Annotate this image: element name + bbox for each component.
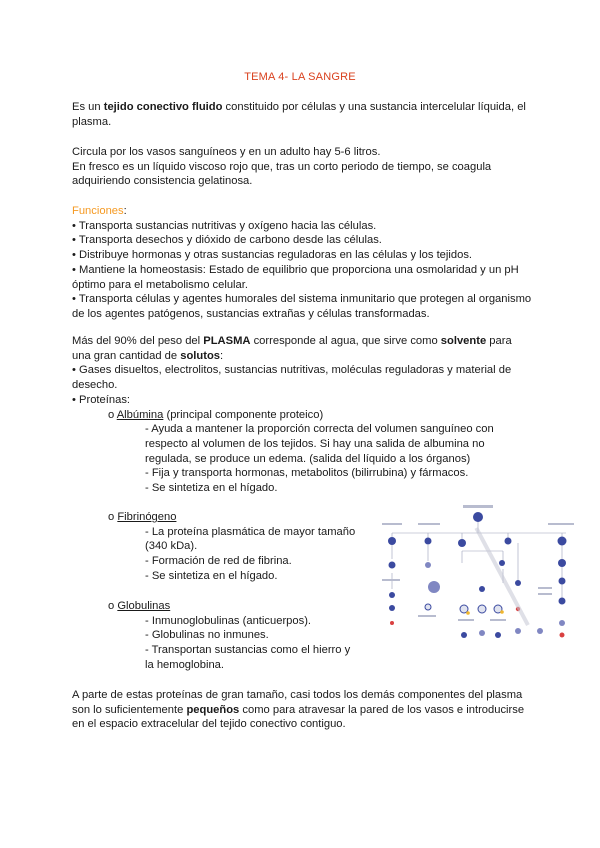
albumin-item: - Se sintetiza en el hígado.	[145, 482, 278, 495]
function-item: • Mantiene la homeostasis: Estado de equilibrio que proporciona una osmolaridad y un pH óptimo para el metabolismo celular.	[72, 263, 519, 291]
albumin-heading: o Albúmina (principal componente proteico)	[108, 408, 324, 421]
circulation-line: Circula por los vasos sanguíneos y en un adulto hay 5-6 litros.	[72, 146, 381, 158]
intro-bold: tejido conectivo fluido	[103, 101, 223, 113]
closing-paragraph: A parte de estas proteínas de gran tamaño, casi todos los demás componentes del plasma son lo suficientemente pequeños como para atravesar la pared de los vasos e introducirse en el espacio extracelular del tejido conectivo contiguo.	[72, 689, 525, 731]
globulins-item: - Transportan sustancias como el hierro y la hemoglobina.	[145, 644, 351, 671]
globulins-item: - Inmunoglobulinas (anticuerpos).	[145, 614, 312, 627]
plasma-section	[72, 334, 532, 496]
fibrinogen-heading: o Fibrinógeno	[108, 511, 177, 523]
function-item: • Transporta sustancias nutritivas y oxígeno hacia las células.	[72, 219, 377, 232]
closing-bold: pequeños	[186, 703, 240, 716]
plasma-paragraph: Más del 90% del peso del PLASMA corresponde al agua, que sirve como solvente para una gran cantidad de solutos:	[72, 335, 512, 362]
gases-item: • Gases disueltos, electrolitos, sustancias nutritivas, moléculas reguladoras y material de desecho.	[72, 364, 512, 392]
circulation-paragraph	[72, 145, 532, 189]
fibrinogen-item: - La proteína plasmática de mayor tamaño (340 kDa).	[145, 525, 356, 553]
albumin-item: - Ayuda a mantener la proporción correcta del volumen sanguíneo con respecto al volumen de los tejidos. Si hay una salida de albumina no regulada, se produce un edema. (salida del líquido a los órganos)	[145, 423, 494, 465]
globulins-item: - Globulinas no inmunes.	[145, 629, 269, 642]
function-item: • Distribuye hormonas y otras sustancias reguladoras en las células y los tejidos.	[72, 249, 473, 262]
globulins-section	[72, 599, 372, 673]
hematopoiesis-diagram	[378, 503, 580, 643]
globulins-heading: o Globulinas	[108, 600, 171, 612]
fibrinogen-item: - Se sintetiza en el hígado.	[145, 569, 278, 582]
intro-paragraph: Es un tejido conectivo fluido constituido por células y una sustancia intercelular líquida, el plasma.	[72, 101, 526, 128]
albumin-item: - Fija y transporta hormonas, metabolitos (bilirrubina) y fármacos.	[145, 467, 469, 480]
fibrinogen-section	[72, 510, 372, 584]
function-item: • Transporta células y agentes humorales del sistema inmunitario que protegen al organismo de los agentes patógenos, sustancias extrañas y células transformadas.	[72, 293, 532, 320]
function-item: • Transporta desechos y dióxido de carbono desde las células.	[72, 234, 382, 247]
functions-section	[72, 204, 532, 322]
functions-heading: Funciones:	[72, 205, 127, 217]
proteins-item: • Proteínas:	[72, 393, 131, 406]
page-title: TEMA 4- LA SANGRE	[244, 71, 356, 83]
fibrinogen-item: - Formación de red de fibrina.	[145, 555, 292, 568]
circulation-line: En fresco es un líquido viscoso rojo que, tras un corto periodo de tiempo, se coagula adquiriendo consistencia gelatinosa.	[72, 160, 492, 188]
